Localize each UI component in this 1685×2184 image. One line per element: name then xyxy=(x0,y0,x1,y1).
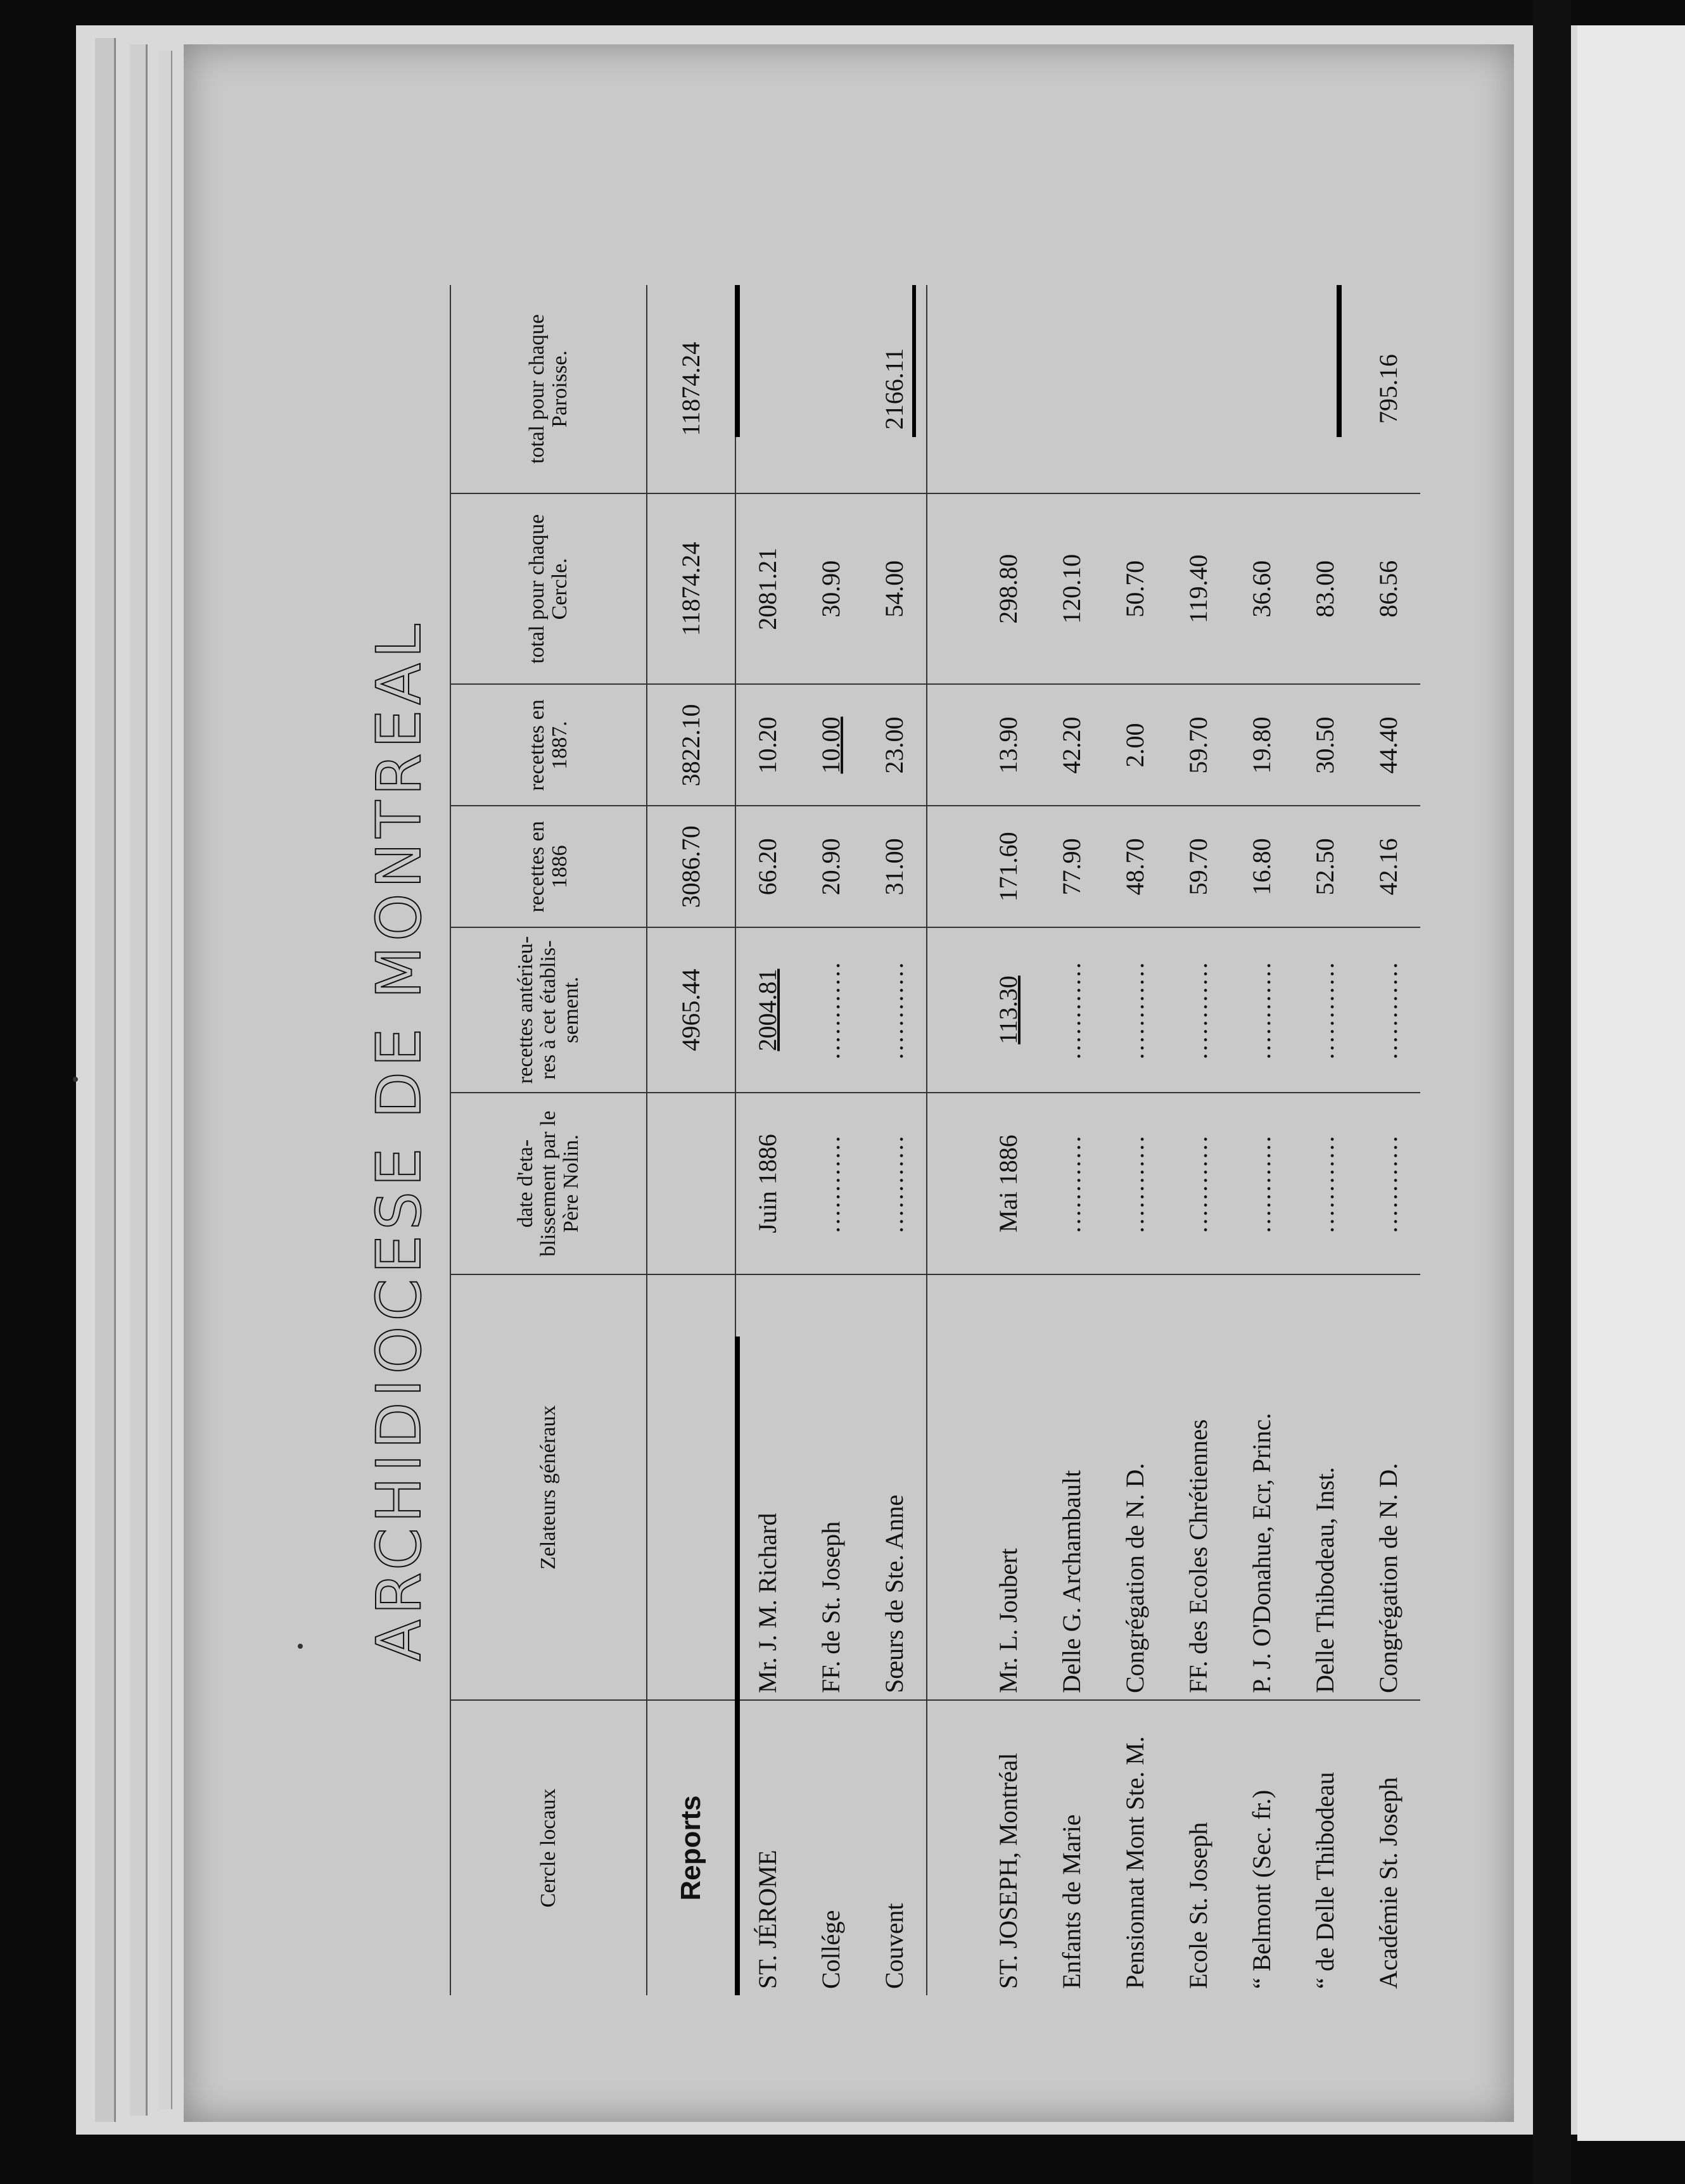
cell-local: Académie St. Joseph xyxy=(1374,1777,1402,1989)
report-label: Reports xyxy=(647,1700,735,1995)
cell-total-cercle: 119.40 xyxy=(1167,493,1230,685)
page-edge xyxy=(95,38,116,2122)
col-recettes-anterieures: recettes antérieu-res à cet établis-sement. xyxy=(450,927,647,1092)
cell-date: ............ xyxy=(1103,1093,1167,1275)
cell-local xyxy=(927,1700,977,1995)
cell-anterieures: ............ xyxy=(1294,927,1357,1092)
report-anterieures: 4965.44 xyxy=(647,927,735,1092)
table-row xyxy=(735,285,799,1995)
heavy-rule xyxy=(735,1336,740,1995)
cell-local: ST. JOSEPH, Montréal xyxy=(994,1753,1022,1989)
cell-local: ST. JÉROME xyxy=(753,1850,782,1989)
cell-1886: 52.50 xyxy=(1294,806,1357,927)
cell-zelateur: Mr. L. Joubert xyxy=(977,1274,1040,1700)
table-row xyxy=(1230,285,1294,1995)
cell-1886: 16.80 xyxy=(1230,806,1294,927)
cell-total-cercle: 36.60 xyxy=(1230,493,1294,685)
cell-date: ............ xyxy=(799,1093,863,1275)
cell-total-paroisse xyxy=(1040,285,1103,493)
cell-anterieures: ............ xyxy=(1103,927,1167,1092)
cell-1886: 59.70 xyxy=(1167,806,1230,927)
cell-date: ............ xyxy=(1167,1093,1230,1275)
cell-1887 xyxy=(927,685,977,806)
cell-total-cercle: 50.70 xyxy=(1103,493,1167,685)
cell-zelateur: Mr. J. M. Richard xyxy=(735,1274,799,1700)
rotated-ledger xyxy=(355,285,1419,1995)
page-edge xyxy=(158,51,172,2109)
header-row xyxy=(450,285,647,1995)
cell-1887: 10.00 xyxy=(799,685,863,806)
cell-date: Mai 1886 xyxy=(977,1093,1040,1275)
cell-local: Ecole St. Joseph xyxy=(1184,1822,1212,1989)
cell-1887: 42.20 xyxy=(1040,685,1103,806)
cell-zelateur: Congrégation de N. D. xyxy=(1103,1274,1167,1700)
cell-1887: 2.00 xyxy=(1103,685,1167,806)
report-zelateur xyxy=(647,1274,735,1700)
cell-1887: 59.70 xyxy=(1167,685,1230,806)
col-zelateurs: Zelateurs généraux xyxy=(450,1274,647,1700)
cell-anterieures: 113.30 xyxy=(977,927,1040,1092)
heavy-rule xyxy=(1337,285,1342,437)
cell-date: ............ xyxy=(863,1093,927,1275)
cell-anterieures xyxy=(927,927,977,1092)
cell-date: Juin 1886 xyxy=(735,1093,799,1275)
cell-1887: 44.40 xyxy=(1357,685,1420,806)
cell-total-paroisse xyxy=(1167,285,1230,493)
cell-zelateur: FF. de St. Joseph xyxy=(799,1274,863,1700)
cell-1886: 77.90 xyxy=(1040,806,1103,927)
cell-anterieures: ............ xyxy=(863,927,927,1092)
cell-1886: 48.70 xyxy=(1103,806,1167,927)
cell-total-paroisse xyxy=(799,285,863,493)
cell-total-paroisse: 2166.11 xyxy=(863,285,927,493)
paper-speck xyxy=(298,1644,303,1649)
cell-total-cercle: 298.80 xyxy=(977,493,1040,685)
cell-total-cercle: 30.90 xyxy=(799,493,863,685)
cell-total-paroisse: 795.16 xyxy=(1357,285,1420,493)
cell-date xyxy=(927,1093,977,1275)
col-total-paroisse: total pour chaque Paroisse. xyxy=(450,285,647,493)
page-edge xyxy=(130,44,148,2116)
table-row xyxy=(863,285,927,1995)
cell-anterieures: ............ xyxy=(1167,927,1230,1092)
cell-local: “ de Delle Thibodeau xyxy=(1311,1772,1339,1989)
cell-total-cercle: 54.00 xyxy=(863,493,927,685)
cell-date: ............ xyxy=(1040,1093,1103,1275)
cell-anterieures: ............ xyxy=(1357,927,1420,1092)
cell-total-paroisse xyxy=(977,285,1040,493)
page-title: ARCHIDIOCESE DE MONTREAL xyxy=(364,619,435,1661)
col-recettes-1886: recettes en 1886 xyxy=(450,806,647,927)
report-date xyxy=(647,1093,735,1275)
cell-anterieures: ............ xyxy=(1230,927,1294,1092)
cell-local: Enfants de Marie xyxy=(1057,1814,1086,1989)
cell-total-cercle: 120.10 xyxy=(1040,493,1103,685)
col-date-etablissement: date d'eta-blissement par le Père Nolin. xyxy=(450,1093,647,1275)
cell-zelateur: Congrégation de N. D. xyxy=(1357,1274,1420,1700)
cell-zelateur: P. J. O'Donahue, Ecr, Princ. xyxy=(1230,1274,1294,1700)
heavy-rule xyxy=(735,285,740,437)
cell-1886 xyxy=(927,806,977,927)
cell-total-cercle: 2081.21 xyxy=(735,493,799,685)
cell-1886: 66.20 xyxy=(735,806,799,927)
cell-1886: 31.00 xyxy=(863,806,927,927)
cell-date: ............ xyxy=(1357,1093,1420,1275)
table-row xyxy=(977,285,1040,1995)
facing-page xyxy=(1577,25,1685,2141)
cell-total-paroisse xyxy=(1294,285,1357,493)
cell-anterieures: 2004.81 xyxy=(735,927,799,1092)
report-total-paroisse: 11874.24 xyxy=(647,285,735,493)
cell-zelateur: Sœurs de Ste. Anne xyxy=(863,1274,927,1700)
cell-date: ............ xyxy=(1230,1093,1294,1275)
col-recettes-1887: recettes en 1887. xyxy=(450,685,647,806)
ledger-table xyxy=(450,285,1420,1995)
cell-total-cercle xyxy=(927,493,977,685)
cell-anterieures: ............ xyxy=(1040,927,1103,1092)
report-1886: 3086.70 xyxy=(647,806,735,927)
paper-speck xyxy=(73,1077,78,1082)
table-row xyxy=(1040,285,1103,1995)
cell-total-paroisse xyxy=(1230,285,1294,493)
table-row xyxy=(1167,285,1230,1995)
cell-total-paroisse xyxy=(927,285,977,493)
table-row xyxy=(799,285,863,1995)
cell-1887: 13.90 xyxy=(977,685,1040,806)
report-total-cercle: 11874.24 xyxy=(647,493,735,685)
cell-1887: 10.20 xyxy=(735,685,799,806)
report-1887: 3822.10 xyxy=(647,685,735,806)
cell-1886: 42.16 xyxy=(1357,806,1420,927)
cell-zelateur xyxy=(927,1274,977,1700)
cell-date: ............ xyxy=(1294,1093,1357,1275)
cell-total-cercle: 86.56 xyxy=(1357,493,1420,685)
cell-local: Pensionnat Mont Ste. M. xyxy=(1121,1736,1149,1989)
cell-1887: 30.50 xyxy=(1294,685,1357,806)
book-binding xyxy=(1533,0,1571,2184)
cell-total-cercle: 83.00 xyxy=(1294,493,1357,685)
cell-zelateur: Delle Thibodeau, Inst. xyxy=(1294,1274,1357,1700)
cell-1886: 20.90 xyxy=(799,806,863,927)
table-row xyxy=(927,285,977,1995)
table-row xyxy=(1294,285,1357,1995)
cell-zelateur: Delle G. Archambault xyxy=(1040,1274,1103,1700)
cell-local: Collége xyxy=(817,1910,845,1989)
cell-1886: 171.60 xyxy=(977,806,1040,927)
heavy-rule xyxy=(912,285,916,437)
cell-anterieures: ............ xyxy=(799,927,863,1092)
cell-local: Couvent xyxy=(880,1903,908,1989)
cell-total-paroisse xyxy=(735,285,799,493)
cell-local: “ Belmont (Sec. fr.) xyxy=(1247,1789,1276,1989)
col-cercle-locaux: Cercle locaux xyxy=(450,1700,647,1995)
table-row xyxy=(1103,285,1167,1995)
table-row xyxy=(1357,285,1420,1995)
report-row xyxy=(647,285,735,1995)
cell-total-paroisse xyxy=(1103,285,1167,493)
col-total-cercle: total pour chaque Cercle. xyxy=(450,493,647,685)
cell-1887: 23.00 xyxy=(863,685,927,806)
cell-zelateur: FF. des Ecoles Chrétiennes xyxy=(1167,1274,1230,1700)
cell-1887: 19.80 xyxy=(1230,685,1294,806)
